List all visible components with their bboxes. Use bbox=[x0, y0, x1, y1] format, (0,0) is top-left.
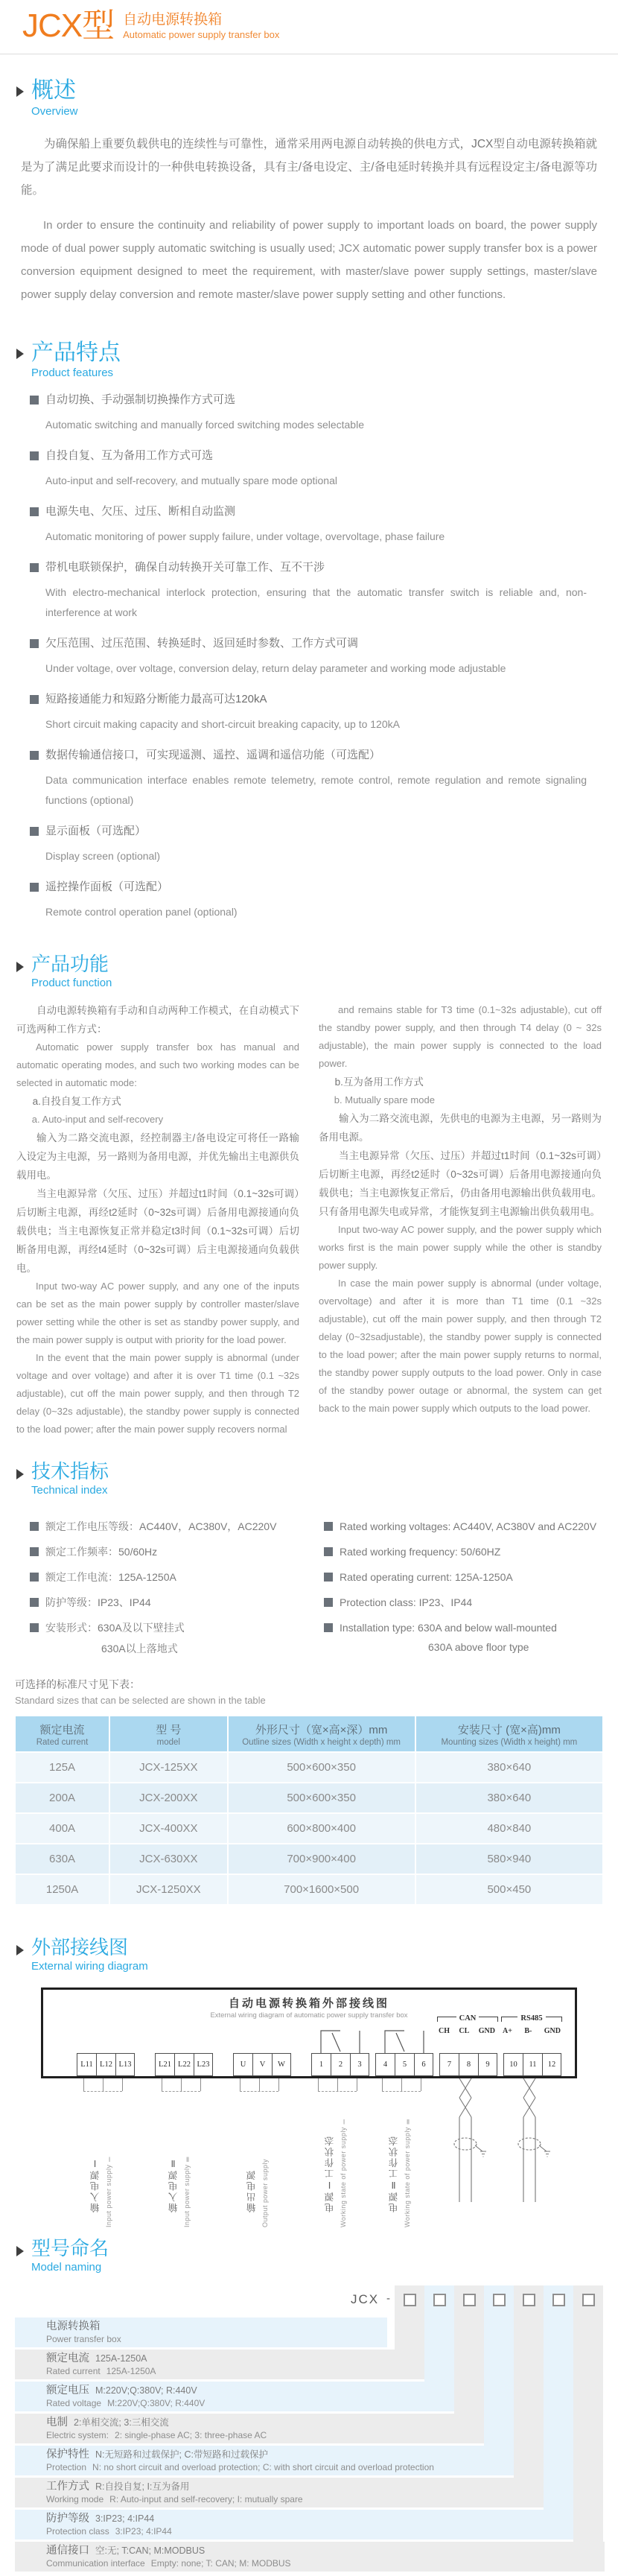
dashed-connector bbox=[240, 2091, 278, 2092]
pin-b-minus: B- bbox=[524, 2026, 532, 2035]
square-bullet-icon bbox=[30, 507, 39, 516]
tech-item bbox=[30, 1620, 324, 1635]
function-subitem: a. Auto-input and self-recovery bbox=[31, 1114, 164, 1126]
feature-item bbox=[30, 747, 591, 764]
tech-text: 额定工作频率：50/60Hz bbox=[45, 1545, 158, 1558]
dashed-connector bbox=[382, 2091, 421, 2092]
col-header-en: Rated current bbox=[36, 1737, 89, 1747]
bracket-line bbox=[546, 2017, 562, 2021]
model-prefix: JCX bbox=[351, 2291, 380, 2306]
wiring-lower-labels bbox=[41, 2078, 577, 2227]
features-title-zh: 产品特点 bbox=[31, 340, 121, 365]
function-paragraph: 输入为二路交流电源，先供电的电源为主电源，另一路则为备用电源。 bbox=[319, 1113, 602, 1143]
col-header-zh: 型 号 bbox=[156, 1723, 182, 1736]
section-overview bbox=[0, 78, 618, 306]
wire-stub bbox=[83, 2078, 84, 2091]
cell-outline: 700×900×400 bbox=[229, 1844, 415, 1874]
naming-desc-zh: R:自投自复; I:互为备用 bbox=[95, 2481, 190, 2492]
naming-label-zh: 额定电压 bbox=[46, 2384, 89, 2396]
function-paragraph: Input two-way AC power supply, and the power supply which works first is the main power supply while the other is standby power supply. bbox=[319, 1224, 602, 1272]
dashed-connector bbox=[318, 2091, 357, 2092]
tech-item-extra: 630A above floor type bbox=[428, 1640, 529, 1653]
function-paragraph: 自动电源转换箱有手动和自动两种工作模式，在自动模式下可选两种工作方式： bbox=[16, 1005, 299, 1035]
naming-title-en: Model naming bbox=[31, 2260, 102, 2274]
naming-strip bbox=[544, 2285, 573, 2510]
terminal: L12 bbox=[96, 2053, 115, 2076]
naming-label-en: Rated voltage bbox=[46, 2397, 102, 2408]
can-bracket bbox=[437, 2014, 498, 2023]
feature-en: Auto-input and self-recovery, and mutually spare mode optional bbox=[45, 475, 337, 487]
cell-model: JCX-125XX bbox=[110, 1753, 226, 1782]
dashed-connector bbox=[83, 2091, 122, 2092]
table-row bbox=[16, 1783, 602, 1812]
label-output-power-zh: 输出电源 bbox=[246, 2169, 257, 2212]
section-arrow-icon bbox=[16, 1945, 24, 1955]
naming-label-en: Working mode bbox=[46, 2493, 104, 2504]
naming-desc-en: 3:IP23; 4:IP44 bbox=[115, 2525, 172, 2537]
feature-item bbox=[30, 879, 591, 895]
cell-outline: 500×600×350 bbox=[229, 1753, 415, 1782]
cell-current: 400A bbox=[16, 1814, 109, 1843]
section-arrow-icon bbox=[16, 349, 24, 359]
terminal: 9 bbox=[478, 2053, 497, 2076]
function-title-zh: 产品功能 bbox=[31, 953, 109, 976]
cell-current: 200A bbox=[16, 1783, 109, 1812]
square-bullet-icon bbox=[324, 1573, 333, 1582]
tech-text: Rated working voltages: AC440V, AC380V and AC220V bbox=[340, 1520, 597, 1532]
terminal-group-output bbox=[233, 2053, 291, 2076]
naming-desc-zh: 125A-1250A bbox=[95, 2353, 147, 2364]
terminal: 3 bbox=[350, 2053, 369, 2076]
naming-label-zh: 额定电流 bbox=[46, 2352, 89, 2364]
terminal: 7 bbox=[439, 2053, 459, 2076]
pin-gnd: GND bbox=[478, 2026, 495, 2035]
tech-item bbox=[30, 1570, 324, 1584]
model-code-box bbox=[404, 2294, 416, 2306]
feature-en: Automatic switching and manually forced switching modes selectable bbox=[45, 419, 364, 431]
feature-item bbox=[30, 392, 591, 408]
label-input-power-2-zh: 输入电源Ⅱ bbox=[168, 2156, 179, 2212]
feature-zh: 显示面板（可选配） bbox=[45, 825, 147, 838]
model-code-box bbox=[493, 2294, 506, 2306]
terminal: L23 bbox=[194, 2053, 213, 2076]
standard-sizes-table bbox=[14, 1715, 604, 1906]
tech-item bbox=[324, 1620, 618, 1635]
naming-label-en: Protection class bbox=[46, 2525, 109, 2537]
terminal: V bbox=[252, 2053, 272, 2076]
terminal-group-10-12 bbox=[503, 2053, 561, 2076]
feature-item bbox=[30, 635, 591, 652]
wire-stub bbox=[382, 2078, 383, 2091]
naming-label-zh: 电制 bbox=[46, 2416, 68, 2429]
model-code-box bbox=[523, 2294, 535, 2306]
wiring-title-en: External wiring diagram bbox=[31, 1959, 148, 1973]
square-bullet-icon bbox=[30, 883, 39, 892]
product-title-zh: 自动电源转换箱 bbox=[123, 12, 223, 28]
cell-model: JCX-200XX bbox=[110, 1783, 226, 1812]
tech-text: Protection class: IP23、IP44 bbox=[340, 1596, 473, 1608]
overview-title-en: Overview bbox=[31, 104, 78, 118]
feature-list bbox=[30, 392, 591, 922]
col-header-en: Mounting sizes (Width x height) mm bbox=[441, 1737, 578, 1747]
col-header-zh: 安装尺寸 (宽×高)mm bbox=[457, 1723, 561, 1736]
square-bullet-icon bbox=[324, 1623, 333, 1632]
label-working-state-1-zh: 电源Ⅰ工作状态 bbox=[325, 2134, 335, 2212]
terminal-group-input2 bbox=[155, 2053, 213, 2076]
label-output-power-en: Output power supply bbox=[261, 2158, 269, 2227]
terminal-group-1-3 bbox=[311, 2053, 369, 2076]
diagram-title-en: External wiring diagram of automatic power supply transfer box bbox=[210, 2011, 408, 2020]
section-features bbox=[0, 340, 618, 923]
section-wiring bbox=[0, 1935, 618, 2227]
pin-gnd: GND bbox=[544, 2026, 561, 2035]
terminal: L22 bbox=[174, 2053, 194, 2076]
table-row bbox=[16, 1875, 602, 1904]
tech-left-column bbox=[30, 1509, 324, 1656]
naming-desc-en: 125A-1250A bbox=[106, 2365, 156, 2376]
label-input-power-1-zh: 输入电源Ⅰ bbox=[90, 2156, 101, 2212]
feature-item bbox=[30, 691, 591, 708]
cell-mounting: 580×940 bbox=[416, 1844, 602, 1874]
tech-text: 额定工作电流：125A-1250A bbox=[45, 1570, 176, 1583]
feature-item bbox=[30, 559, 591, 576]
function-paragraph: In the event that the main power supply is abnormal (under voltage and over voltage) and after it is over T1 time (0.1 ~32s adjustable), cut off the main power supply, and then through T2 delay (0~32s adjustable), the standby power supply is connected to the load power; after the main power supply recovers normal bbox=[16, 1352, 299, 1435]
pin-a-plus: A+ bbox=[503, 2026, 512, 2035]
wire-stub bbox=[181, 2078, 182, 2091]
model-code-box bbox=[433, 2294, 446, 2306]
rs485-label: RS485 bbox=[520, 2014, 543, 2023]
wire-stub bbox=[401, 2078, 402, 2091]
square-bullet-icon bbox=[30, 1547, 39, 1556]
wire-stub bbox=[278, 2078, 279, 2091]
cell-current: 1250A bbox=[16, 1875, 109, 1904]
naming-row-communication bbox=[15, 2542, 605, 2572]
naming-strip bbox=[484, 2285, 514, 2446]
feature-en: Display screen (optional) bbox=[45, 850, 161, 863]
tech-item bbox=[30, 1595, 324, 1610]
diagram-title-zh: 自动电源转换箱外部接线图 bbox=[228, 1997, 389, 2010]
function-left-column bbox=[16, 1001, 299, 1438]
cell-outline: 500×600×350 bbox=[229, 1783, 415, 1812]
cell-outline: 700×1600×500 bbox=[229, 1875, 415, 1904]
naming-desc-zh: N:无短路和过载保护; C:带短路和过载保护 bbox=[95, 2449, 268, 2460]
terminal: 2 bbox=[331, 2053, 350, 2076]
naming-strip bbox=[514, 2285, 544, 2478]
naming-row-electric-system bbox=[15, 2414, 484, 2443]
naming-heading bbox=[16, 2238, 618, 2260]
tech-item bbox=[30, 1519, 324, 1534]
square-bullet-icon bbox=[30, 1573, 39, 1582]
function-paragraph: 输入为二路交流电源，经控制器主/备电设定可将任一路输入设定为主电源，另一路则为备用电源，并优先输出主电源供负载用电。 bbox=[16, 1132, 299, 1181]
function-subitem: b. Mutually spare mode bbox=[334, 1094, 435, 1106]
bracket-line bbox=[501, 2017, 517, 2021]
function-paragraph: 当主电源异常（欠压、过压）并超过t1时间（0.1~32s可调）后切断主电源，再经t2延时（0~32s可调）后备用电源接通向负载供电；当主电源恢复正常并稳定t3时间（0.1~32s可调）后切断备用电源，再经t4延时（0~32s可调）后主电源接通向负载供电。 bbox=[16, 1188, 299, 1275]
feature-item bbox=[30, 823, 591, 840]
naming-desc-en: Empty: none; T: CAN; M: MODBUS bbox=[150, 2557, 291, 2569]
terminal: 12 bbox=[542, 2053, 561, 2076]
section-naming bbox=[0, 2238, 618, 2576]
function-paragraph: Automatic power supply transfer box has manual and automatic operating modes, and such two working modes can be selected in automatic mode: bbox=[16, 1041, 299, 1089]
col-header-zh: 外形尺寸（宽×高×深）mm bbox=[255, 1723, 388, 1736]
naming-desc-en: N: no short circuit and overload protection; C: with short circuit and overload protection bbox=[92, 2461, 434, 2472]
square-bullet-icon bbox=[30, 1522, 39, 1531]
function-columns bbox=[16, 1001, 602, 1438]
section-sizes-table bbox=[0, 1677, 618, 1906]
tech-title-en: Technical index bbox=[31, 1483, 108, 1497]
terminal: 11 bbox=[523, 2053, 542, 2076]
tech-text: 防护等级：IP23、IP44 bbox=[45, 1596, 151, 1608]
square-bullet-icon bbox=[30, 1598, 39, 1607]
wire-stub bbox=[122, 2078, 123, 2091]
section-arrow-icon bbox=[16, 1469, 24, 1479]
terminal-group-4-6 bbox=[375, 2053, 433, 2076]
label-input-power-2-en: Input power supply Ⅱ bbox=[183, 2154, 191, 2227]
feature-en: Remote control operation panel (optional) bbox=[45, 906, 238, 919]
feature-en: Under voltage, over voltage, conversion delay, return delay parameter and working mode adjustable bbox=[45, 662, 506, 675]
feature-en: Data communication interface enables remote telemetry, remote control, remote regulation and remote signaling functions (optional) bbox=[45, 774, 587, 807]
label-input-power-1-en: Input power supply Ⅰ bbox=[105, 2154, 112, 2227]
can-pin-labels bbox=[439, 2027, 495, 2035]
bracket-line bbox=[479, 2017, 498, 2021]
naming-desc-en: 2: single-phase AC; 3: three-phase AC bbox=[115, 2429, 267, 2440]
naming-label-en: Electric system: bbox=[46, 2429, 109, 2440]
cell-current: 125A bbox=[16, 1753, 109, 1782]
tech-item bbox=[30, 1544, 324, 1559]
cell-outline: 600×800×400 bbox=[229, 1814, 415, 1843]
model-naming-diagram bbox=[15, 2285, 605, 2576]
features-title-en: Product features bbox=[31, 367, 114, 380]
model-dash: - bbox=[386, 2291, 390, 2305]
tech-columns bbox=[30, 1509, 618, 1656]
naming-label-zh: 工作方式 bbox=[46, 2480, 89, 2493]
wiring-heading bbox=[16, 1937, 618, 1959]
cell-mounting: 500×450 bbox=[416, 1875, 602, 1904]
terminal: L21 bbox=[155, 2053, 174, 2076]
label-working-state-2-en: Working state of power supply Ⅱ bbox=[404, 2116, 411, 2227]
wire-stub bbox=[200, 2078, 201, 2091]
tech-right-column bbox=[324, 1509, 618, 1656]
overview-heading bbox=[16, 78, 618, 104]
function-paragraph: In case the main power supply is abnormal (under voltage, overvoltage) and after it is more than T1 time (0.1 ~32s adjustable), cut off the main power supply, and then through T2 delay (0~32sadjustable), the standby power supply is connected to the load power; after the main power supply returns to normal, the standby power supply outputs to the load power. Only in case of the standby power outage or abnormal, the system can get back to the main power supply which outputs to the load power. bbox=[319, 1278, 602, 1415]
naming-desc-en: M:220V;Q:380V; R:440V bbox=[107, 2397, 206, 2408]
feature-zh: 欠压范围、过压范围、转换延时、返回延时参数、工作方式可调 bbox=[45, 637, 359, 650]
feature-en: With electro-mechanical interlock protection, ensuring that the automatic transfer switch is reliable and, non-interference at work bbox=[45, 586, 587, 619]
feature-en: Short circuit making capacity and short-circuit breaking capacity, up to 120kA bbox=[45, 718, 400, 731]
wiring-diagram-box bbox=[41, 1987, 577, 2078]
tech-item bbox=[324, 1544, 618, 1559]
dashed-connector bbox=[162, 2091, 200, 2092]
tech-text: 安装形式：630A及以下壁挂式 bbox=[45, 1621, 185, 1634]
section-function bbox=[0, 954, 618, 1438]
cell-mounting: 380×640 bbox=[416, 1753, 602, 1782]
model-code-box bbox=[463, 2294, 476, 2306]
cell-model: JCX-400XX bbox=[110, 1814, 226, 1843]
square-bullet-icon bbox=[324, 1547, 333, 1556]
terminal: W bbox=[272, 2053, 291, 2076]
overview-title-zh: 概述 bbox=[31, 78, 76, 104]
col-model bbox=[110, 1716, 226, 1751]
product-titles bbox=[123, 11, 279, 40]
col-rated-current bbox=[16, 1716, 109, 1751]
naming-desc-zh: 空:无; T:CAN; M:MODBUS bbox=[95, 2545, 206, 2556]
square-bullet-icon bbox=[324, 1598, 333, 1607]
product-model: JCX型 bbox=[22, 7, 115, 44]
model-code-box bbox=[552, 2294, 565, 2306]
terminal: 1 bbox=[311, 2053, 331, 2076]
feature-zh: 数据传输通信接口，可实现遥测、遥控、遥调和遥信功能（可选配） bbox=[45, 749, 381, 762]
section-tech-index bbox=[0, 1461, 618, 1656]
label-working-state-2-zh: 电源Ⅱ工作状态 bbox=[389, 2134, 399, 2212]
feature-zh: 遥控操作面板（可选配） bbox=[45, 881, 169, 894]
cell-mounting: 480×840 bbox=[416, 1814, 602, 1843]
naming-label-en: Protection bbox=[46, 2461, 87, 2472]
table-row bbox=[16, 1753, 602, 1782]
terminal: 8 bbox=[459, 2053, 478, 2076]
square-bullet-icon bbox=[30, 1623, 39, 1632]
naming-label-en: Rated current bbox=[46, 2365, 101, 2376]
feature-en: Automatic monitoring of power supply failure, under voltage, overvoltage, phase failure bbox=[45, 530, 445, 543]
naming-label-en: Communication interface bbox=[46, 2557, 145, 2569]
square-bullet-icon bbox=[30, 639, 39, 648]
terminal: L13 bbox=[115, 2053, 135, 2076]
terminal: 5 bbox=[395, 2053, 414, 2076]
naming-label-zh: 防护等级 bbox=[46, 2512, 89, 2525]
function-paragraph: Input two-way AC power supply, and any one of the inputs can be set as the main power supply by controller master/slave power setting while the other is set as standby power supply, and the main power supply is output with priority for the load power. bbox=[16, 1281, 299, 1346]
pin-ch: CH bbox=[439, 2026, 450, 2035]
table-row bbox=[16, 1814, 602, 1843]
section-arrow-icon bbox=[16, 86, 24, 97]
terminal: 4 bbox=[375, 2053, 395, 2076]
square-bullet-icon bbox=[30, 563, 39, 572]
naming-row-protection bbox=[15, 2446, 514, 2475]
wire-stub bbox=[337, 2078, 338, 2091]
naming-desc-en: R: Auto-input and self-recovery; I: mutually spare bbox=[109, 2493, 303, 2504]
naming-desc-zh: M:220V;Q:380V; R:440V bbox=[95, 2385, 197, 2396]
table-intro-zh: 可选择的标准尺寸见下表： bbox=[15, 1678, 140, 1690]
feature-item bbox=[30, 504, 591, 520]
naming-desc-zh: 2:单相交流; 3:三相交流 bbox=[74, 2417, 169, 2428]
square-bullet-icon bbox=[30, 751, 39, 760]
col-mounting-sizes bbox=[416, 1716, 602, 1751]
tech-title-zh: 技术指标 bbox=[31, 1460, 109, 1483]
feature-zh: 自投自复、互为备用工作方式可选 bbox=[45, 449, 214, 463]
square-bullet-icon bbox=[324, 1522, 333, 1531]
terminal-group-7-9 bbox=[439, 2053, 497, 2076]
square-bullet-icon bbox=[30, 451, 39, 460]
feature-zh: 电源失电、欠压、过压、断相自动监测 bbox=[45, 505, 236, 518]
features-heading bbox=[16, 340, 618, 367]
terminal: L11 bbox=[77, 2053, 96, 2076]
function-subitem: a.自投自复工作方式 bbox=[32, 1096, 121, 1108]
naming-label-zh: 通信接口 bbox=[46, 2544, 89, 2557]
terminal-group-input1 bbox=[77, 2053, 135, 2076]
table-intro-en: Standard sizes that can be selected are shown in the table bbox=[15, 1694, 266, 1706]
terminal: 10 bbox=[503, 2053, 523, 2076]
square-bullet-icon bbox=[30, 396, 39, 405]
naming-row-rated-voltage bbox=[15, 2382, 454, 2411]
terminal: U bbox=[233, 2053, 252, 2076]
cell-model: JCX-1250XX bbox=[110, 1875, 226, 1904]
bracket-line bbox=[437, 2017, 456, 2021]
tech-item bbox=[324, 1570, 618, 1584]
function-title-en: Product function bbox=[31, 977, 112, 990]
function-paragraph: and remains stable for T3 time (0.1~32s adjustable), cut off the standby power supply, and then through T4 delay (0 ~ 32s adjustable), the main power supply is connected to the load power. bbox=[319, 1004, 602, 1070]
table-row bbox=[16, 1844, 602, 1874]
cell-model: JCX-630XX bbox=[110, 1844, 226, 1874]
tech-item bbox=[324, 1595, 618, 1610]
naming-desc-zh: 3:IP23; 4:IP44 bbox=[95, 2513, 155, 2524]
tech-item bbox=[324, 1519, 618, 1534]
naming-row-protection-class bbox=[15, 2510, 573, 2539]
label-working-state-1-en: Working state of power supply Ⅰ bbox=[340, 2116, 347, 2227]
square-bullet-icon bbox=[30, 827, 39, 836]
overview-paragraph-en: In order to ensure the continuity and reliability of power supply to important loads on board, the power supply mode of dual power supply automatic switching is usually used; JCX automatic power supply transfer box is a power conversion equipment designed to meet the requirement, with master/slave power supply settings, master/slave power supply delay conversion and remote master/slave power supply setting and other functions. bbox=[21, 218, 597, 301]
naming-label-en: Power transfer box bbox=[46, 2333, 121, 2344]
rs485-pin-labels bbox=[503, 2027, 561, 2035]
tech-text: Installation type: 630A and below wall-mounted bbox=[340, 1621, 557, 1634]
rs485-bracket bbox=[501, 2014, 562, 2023]
section-arrow-icon bbox=[16, 962, 24, 972]
pin-cl: CL bbox=[459, 2026, 470, 2035]
function-heading bbox=[16, 954, 618, 976]
tech-item-extra: 630A以上落地式 bbox=[101, 1642, 178, 1655]
function-right-column bbox=[319, 1001, 602, 1438]
col-outline-sizes bbox=[229, 1716, 415, 1751]
naming-row-rated-current bbox=[15, 2350, 424, 2379]
section-arrow-icon bbox=[16, 2246, 24, 2256]
cell-current: 630A bbox=[16, 1844, 109, 1874]
feature-zh: 带机电联锁保护，确保自动转换开关可靠工作、互不干涉 bbox=[45, 561, 325, 574]
tech-text: 额定工作电压等级：AC440V，AC380V，AC220V bbox=[45, 1520, 277, 1532]
model-code-box bbox=[582, 2294, 595, 2306]
cell-mounting: 380×640 bbox=[416, 1783, 602, 1812]
col-header-zh: 额定电流 bbox=[39, 1723, 85, 1736]
overview-paragraph-zh: 为确保船上重要负载供电的连续性与可靠性，通常采用两电源自动转换的供电方式，JCX型自动电源转换箱就是为了满足此要求而设计的一种供电转换设备，具有主/备电设定、主/备电延时转换并具有远程设定主/备电源等功能。 bbox=[21, 137, 597, 197]
feature-item bbox=[30, 448, 591, 464]
col-header-en: model bbox=[156, 1737, 180, 1747]
wiring-title-zh: 外部接线图 bbox=[31, 1935, 129, 1958]
product-title-en: Automatic power supply transfer box bbox=[123, 28, 280, 40]
naming-row-transfer-box bbox=[15, 2318, 387, 2347]
tech-text: Rated working frequency: 50/60HZ bbox=[340, 1545, 501, 1558]
rs485-twisted-pair bbox=[513, 2078, 555, 2205]
col-header-en: Outline sizes (Width x height x depth) mm bbox=[242, 1737, 401, 1747]
function-paragraph: 当主电源异常（欠压、过压）并超过t1时间（0.1~32s可调）后切断主电源，再经t2延时（0~32s可调）后备用电源接通向负载供电；当主电源恢复正常后，仍由备用电源输出供负载用电。只有备用电源失电或异常，才能恢复到主电源输出供负载用电。 bbox=[319, 1150, 602, 1218]
naming-title-zh: 型号命名 bbox=[31, 2236, 109, 2259]
wire-stub bbox=[318, 2078, 319, 2091]
can-label: CAN bbox=[459, 2014, 477, 2023]
terminal: 6 bbox=[414, 2053, 433, 2076]
feature-zh: 自动切换、手动强制切换操作方式可选 bbox=[45, 393, 236, 407]
feature-zh: 短路接通能力和短路分断能力最高可达120kA bbox=[45, 693, 267, 706]
can-twisted-pair bbox=[449, 2078, 491, 2205]
function-subitem: b.互为备用工作方式 bbox=[334, 1076, 424, 1088]
naming-strip bbox=[573, 2285, 603, 2542]
tech-text: Rated operating current: 125A-1250A bbox=[340, 1570, 513, 1583]
tech-heading bbox=[16, 1461, 618, 1483]
wire-stub bbox=[259, 2078, 260, 2091]
page-header bbox=[0, 0, 618, 43]
square-bullet-icon bbox=[30, 695, 39, 704]
table-header-row bbox=[16, 1716, 602, 1751]
naming-label-zh: 电源转换箱 bbox=[46, 2320, 101, 2332]
naming-label-zh: 保护特性 bbox=[46, 2448, 89, 2461]
naming-row-working-mode bbox=[15, 2478, 544, 2507]
